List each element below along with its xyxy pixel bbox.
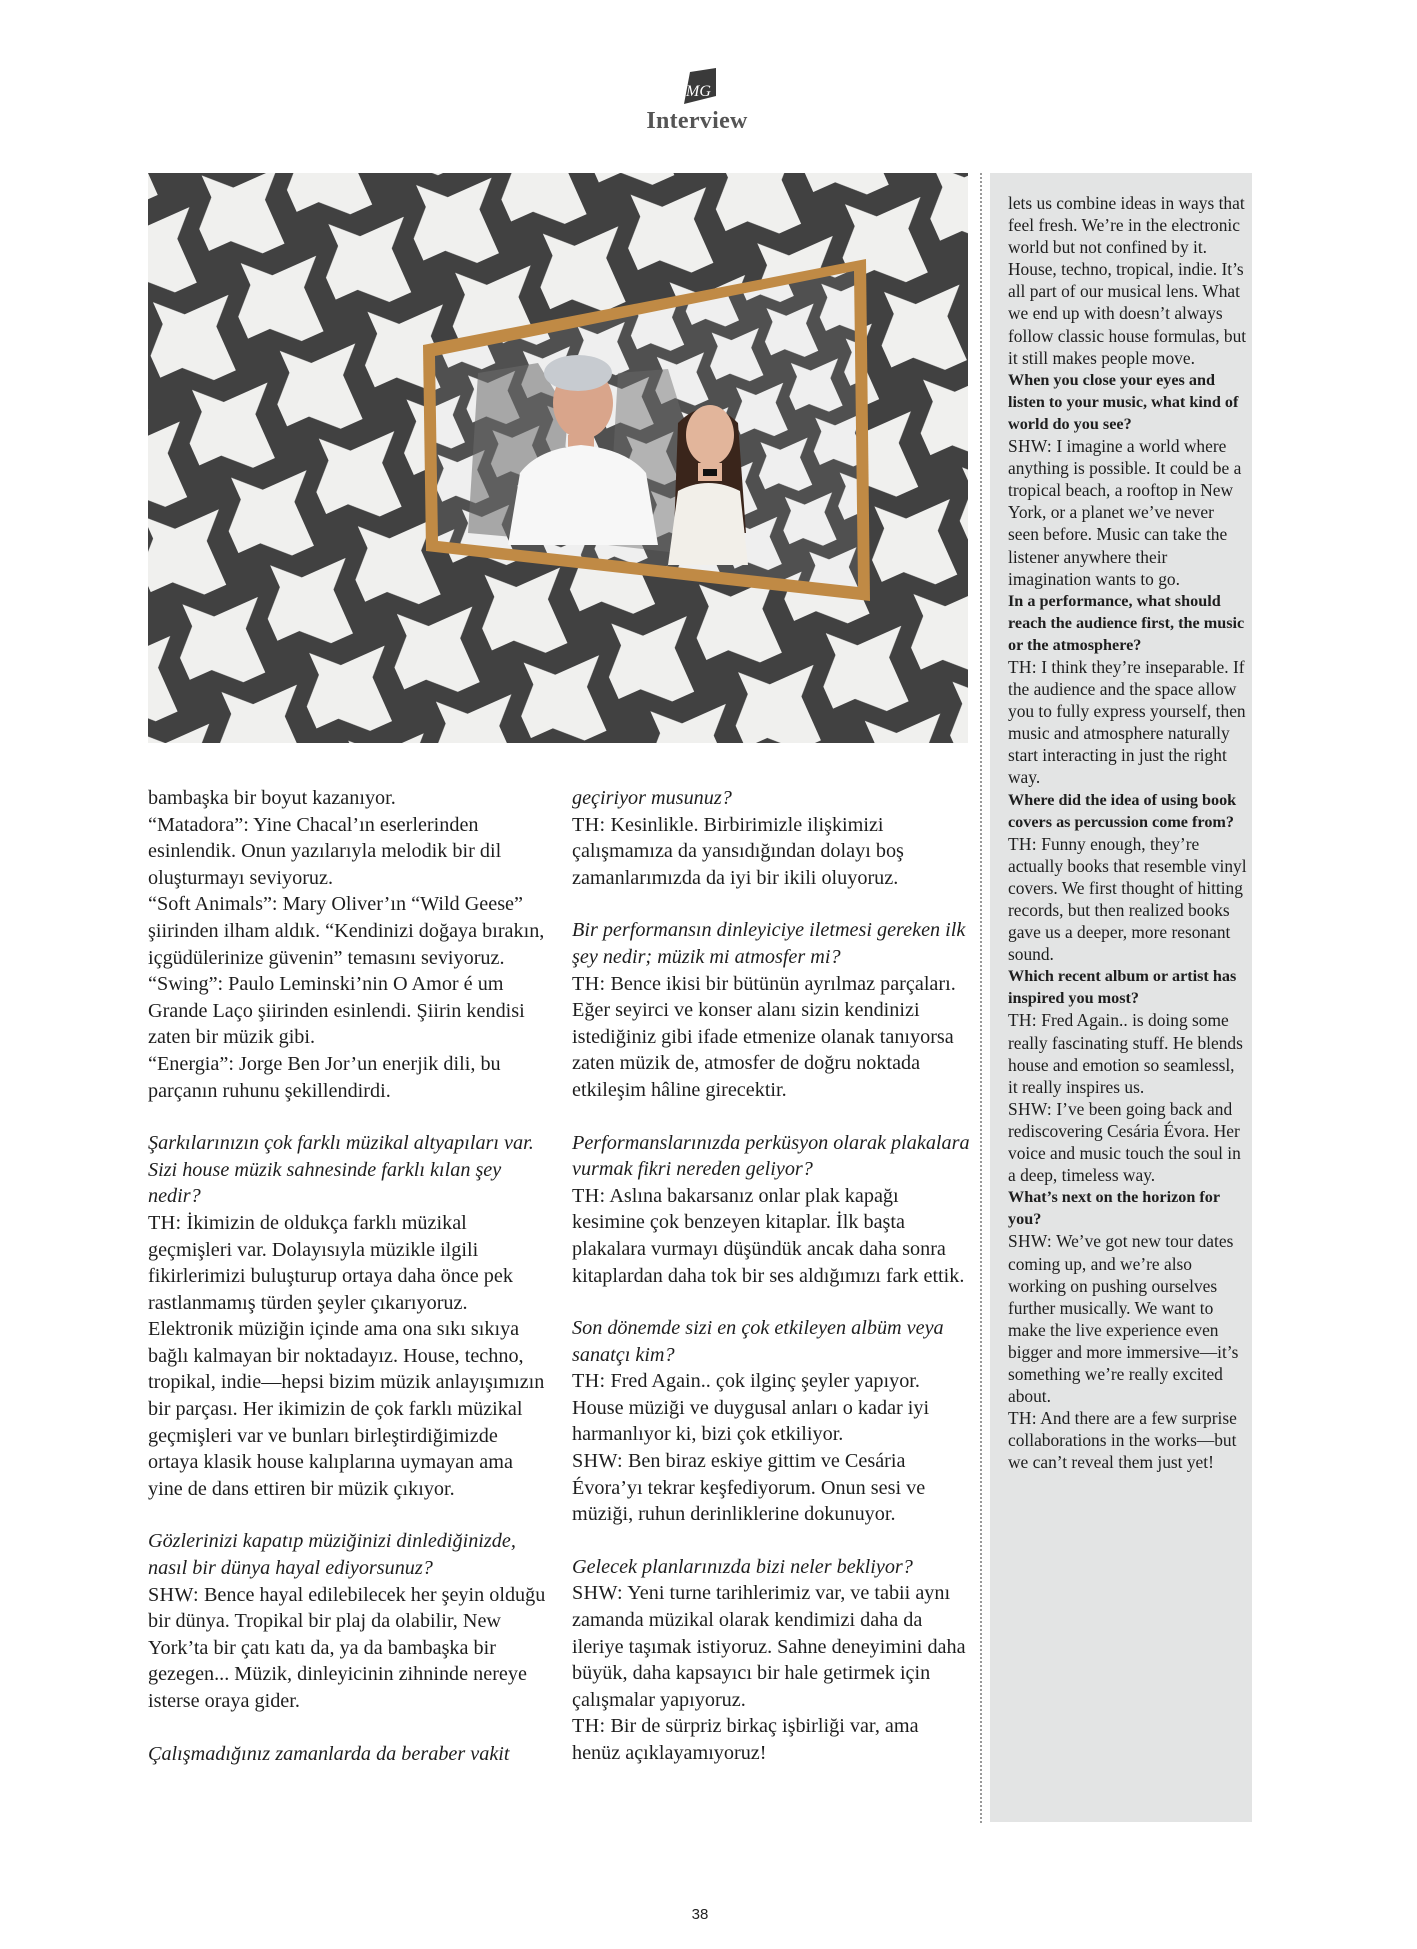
speaker-label: TH: bbox=[572, 1370, 606, 1393]
speaker-label: SHW: bbox=[1008, 436, 1053, 457]
paragraph: “Swing”: Paulo Leminski’nin O Amor é um Grande Laço şiirinden esinlendi. Şiirin kendisi zaten bir müzik gibi. bbox=[148, 973, 525, 1049]
sidebar-answer: SHW: I imagine a world where anything is possible. It could be a tropical beach, a rooftop in New York, or a planet we’ve never seen before. Music can take the listener anywhere their imagination wants to go. bbox=[1008, 436, 1242, 589]
dotted-divider bbox=[980, 173, 982, 1823]
interview-question: Şarkılarınızın çok farklı müzikal altyapıları var. Sizi house müzik sahnesinde farklı kılan şey nedir? bbox=[148, 1132, 534, 1208]
interview-question: Gelecek planlarınızda bizi neler bekliyor? bbox=[572, 1555, 913, 1578]
interview-answer: TH: Bir de sürpriz birkaç işbirliği var, ama henüz açıklayamıyoruz! bbox=[572, 1715, 919, 1764]
sidebar-answer: TH: And there are a few surprise collaborations in the works—but we can’t reveal them just yet! bbox=[1008, 1408, 1237, 1473]
interview-photo bbox=[148, 173, 968, 743]
mg-logo bbox=[680, 66, 720, 106]
section-title: Interview bbox=[646, 108, 748, 134]
speaker-label: TH: bbox=[1008, 833, 1037, 854]
paragraph: bambaşka bir boyut kazanıyor. bbox=[148, 787, 396, 809]
speaker-label: TH: bbox=[1008, 656, 1037, 677]
woman-figure bbox=[668, 405, 748, 565]
interview-answer: TH: Kesinlikle. Birbirimizle ilişkimizi çalışmamıza da yansıdığından dolayı boş zamanlarımızda da iyi bir ikili oluyoruz. bbox=[572, 813, 904, 889]
english-sidebar bbox=[1008, 192, 1248, 1473]
speaker-label: TH: bbox=[572, 1184, 606, 1207]
interview-answer: TH: Bence ikisi bir bütünün ayrılmaz parçaları. Eğer seyirci ve konser alanı sizin kendinizi istediğiniz gibi ifade etmenize olanak tanıyorsa zaten müzik de, atmosfer de doğru noktada etkileşim hâline girecektir. bbox=[572, 972, 956, 1101]
sidebar-question: What’s next on the horizon for you? bbox=[1008, 1188, 1220, 1229]
interview-question: Gözlerinizi kapatıp müziğinizi dinlediğinizde, nasıl bir dünya hayal ediyorsunuz? bbox=[148, 1530, 516, 1580]
interview-answer: TH: Aslına bakarsanız onlar plak kapağı kesimine çok benzeyen kitaplar. İlk başta plakalara vurmayı düşündük ancak daha sonra kitaplardan daha tok bir ses aldığımızı fark ettik. bbox=[572, 1184, 965, 1287]
interview-answer: SHW: Yeni turne tarihlerimiz var, ve tabii aynı zamanda müzikal olarak kendimizi daha da ileriye taşımak istiyoruz. Sahne deneyimini daha büyük, daha kapsayıcı bir hale getirmek için çalışmalar yapıyoruz. bbox=[572, 1582, 966, 1711]
paragraph: “Matadora”: Yine Chacal’ın eserlerinden esinlendik. Onun yazılarıyla melodik bir dil oluşturmayı seviyoruz. bbox=[148, 813, 502, 889]
speaker-label: TH: bbox=[572, 1715, 606, 1738]
speaker-label: TH: bbox=[1008, 1408, 1037, 1429]
speaker-label: TH: bbox=[572, 813, 606, 836]
sidebar-answer: SHW: I’ve been going back and rediscovering Cesária Évora. Her voice and music touch the soul in a deep, timeless way. bbox=[1008, 1098, 1241, 1186]
sidebar-question: Which recent album or artist has inspired you most? bbox=[1008, 967, 1237, 1008]
interview-answer: TH: İkimizin de oldukça farklı müzikal geçmişleri var. Dolayısıyla müzikle ilgili fikirlerimizi buluşturup ortaya daha önce pek rastlanmamış türden şeyler çıkarıyoruz. Elektronik müziğin içinde ama ona sıkı sıkıya bağlı kalmayan bir noktadayız. House, techno, tropikal, indie—hepsi bizim müzik anlayışımızın bir parçası. Her ikimizin de çok farklı müzikal geçmişleri var ve bunları birleştirdiğimizde ortaya klasik house kalıplarına uymayan ama yine de dans ettiren bir müzik çıkıyor. bbox=[148, 1211, 545, 1500]
sidebar-question: Where did the idea of using book covers as percussion come from? bbox=[1008, 790, 1237, 831]
interview-answer: TH: Fred Again.. çok ilginç şeyler yapıyor. House müziği ve duygusal anları o kadar iyi harmanlıyor ki, bizi çok etkiliyor. bbox=[572, 1370, 930, 1446]
speaker-label: SHW: bbox=[1008, 1231, 1053, 1252]
page-number: 38 bbox=[691, 1906, 709, 1923]
sidebar-answer: TH: Fred Again.. is doing some really fascinating stuff. He blends house and emotion so seamlessl, it really inspires us. bbox=[1008, 1010, 1243, 1097]
svg-text:MG: MG bbox=[686, 83, 711, 100]
interview-question: Performanslarınızda perküsyon olarak plakalara vurmak fikri nereden geliyor? bbox=[572, 1131, 970, 1181]
sidebar-question: When you close your eyes and listen to your music, what kind of world do you see? bbox=[1008, 370, 1239, 433]
speaker-label: SHW: bbox=[148, 1583, 199, 1606]
interview-question: Bir performansın dinleyiciye iletmesi gereken ilk şey nedir; müzik mi atmosfer mi? bbox=[572, 919, 966, 968]
speaker-label: SHW: bbox=[572, 1582, 623, 1605]
paragraph: “Soft Animals”: Mary Oliver’ın “Wild Geese” şiirinden ilham aldık. “Kendinizi doğaya bırakın, içgüdülerinize güvenin” temasını seviyoruz. bbox=[148, 893, 545, 969]
article-column-left bbox=[148, 785, 546, 1767]
paragraph: “Energia”: Jorge Ben Jor’un enerjik dili, bu parçanın ruhunu şekillendirdi. bbox=[148, 1052, 501, 1102]
sidebar-paragraph: lets us combine ideas in ways that feel fresh. We’re in the electronic world but not confined by it. House, techno, tropical, indie. It’s all part of our musical lens. What we end up with doesn’t always follow classic house formulas, but it still makes people move. bbox=[1008, 193, 1247, 368]
sidebar-answer: SHW: We’ve got new tour dates coming up, and we’re also working on pushing ourselves further musically. We want to make the live experience even bigger and more immersive—it’s something we’re really excited about. bbox=[1008, 1231, 1239, 1407]
sidebar-answer: TH: Funny enough, they’re actually books that resemble vinyl covers. We first thought of hitting records, but then realized books gave us a deeper, more resonant sound. bbox=[1008, 833, 1247, 965]
interview-question: Son dönemde sizi en çok etkileyen albüm veya sanatçı kim? bbox=[572, 1317, 944, 1366]
speaker-label: SHW: bbox=[572, 1450, 623, 1473]
interview-answer: SHW: Ben biraz eskiye gittim ve Cesária Évora’yı tekrar keşfediyorum. Onun sesi ve müziği, ruhun derinliklerine dokunuyor. bbox=[572, 1450, 926, 1526]
interview-question: Çalışmadığınız zamanlarda da beraber vakit bbox=[148, 1742, 510, 1765]
speaker-label: TH: bbox=[1008, 1010, 1037, 1031]
speaker-label: TH: bbox=[572, 972, 606, 995]
article-column-middle bbox=[572, 785, 970, 1767]
speaker-label: SHW: bbox=[1008, 1098, 1053, 1119]
sidebar-answer: TH: I think they’re inseparable. If the audience and the space allow you to fully express yourself, then music and atmosphere naturally start interacting in just the right way. bbox=[1008, 656, 1246, 788]
speaker-label: TH: bbox=[148, 1211, 182, 1234]
sidebar-question: In a performance, what should reach the audience first, the music or the atmosphere? bbox=[1008, 591, 1245, 654]
interview-question: geçiriyor musunuz? bbox=[572, 787, 732, 809]
interview-answer: SHW: Bence hayal edilebilecek her şeyin olduğu bir dünya. Tropikal bir plaj da olabilir, New York’ta bir çatı katı da, ya da bambaşka bir gezegen... Müzik, dinleyicinin zihninde nereye isterse oraya gider. bbox=[148, 1583, 546, 1712]
